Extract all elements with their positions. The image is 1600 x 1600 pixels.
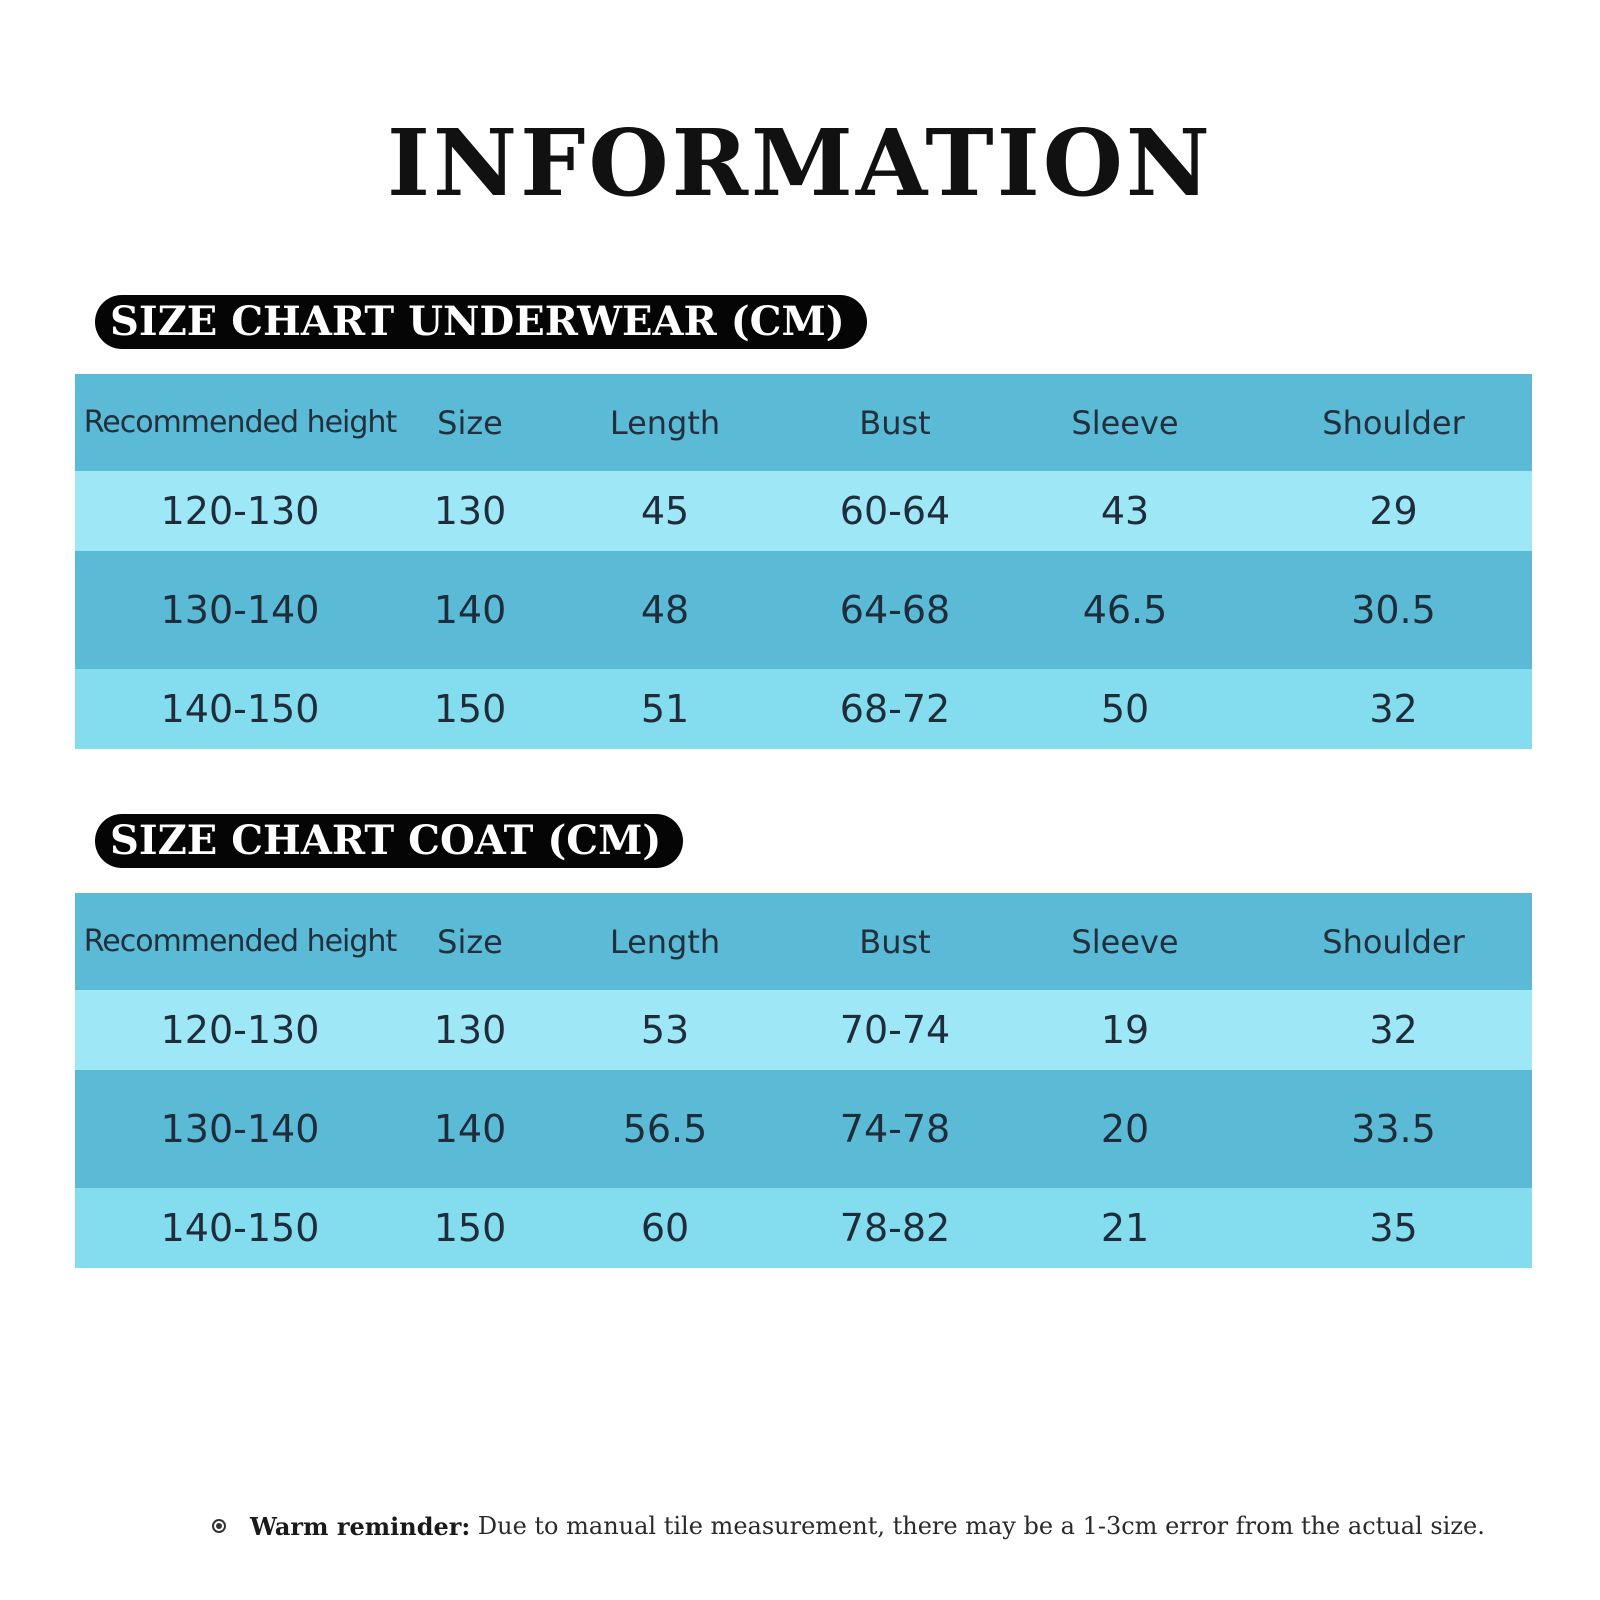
table-cell: 68-72 bbox=[795, 669, 995, 749]
table-cell: 50 bbox=[995, 669, 1255, 749]
table-cell: 64-68 bbox=[795, 551, 995, 669]
table-cell: 130 bbox=[405, 990, 535, 1070]
table-row bbox=[75, 1070, 1532, 1188]
table-cell: 32 bbox=[1255, 669, 1532, 749]
table-cell: 120-130 bbox=[75, 990, 405, 1070]
underwear-size-table bbox=[75, 374, 1532, 749]
column-header: Bust bbox=[795, 893, 995, 990]
column-header: Shoulder bbox=[1255, 374, 1532, 471]
table-cell: 120-130 bbox=[75, 471, 405, 551]
page-title: INFORMATION bbox=[387, 109, 1213, 217]
table-cell: 33.5 bbox=[1255, 1070, 1532, 1188]
table-header-row bbox=[75, 374, 1532, 471]
table-row bbox=[75, 669, 1532, 749]
table-header-row bbox=[75, 893, 1532, 990]
column-header: Length bbox=[535, 374, 795, 471]
table-cell: 46.5 bbox=[995, 551, 1255, 669]
table-cell: 140 bbox=[405, 1070, 535, 1188]
column-header: Shoulder bbox=[1255, 893, 1532, 990]
table-cell: 48 bbox=[535, 551, 795, 669]
table-cell: 45 bbox=[535, 471, 795, 551]
table-row bbox=[75, 990, 1532, 1070]
table-cell: 53 bbox=[535, 990, 795, 1070]
column-header: Bust bbox=[795, 374, 995, 471]
table-cell: 140-150 bbox=[75, 1188, 405, 1268]
column-header: Recommended height bbox=[75, 374, 405, 471]
table-cell: 150 bbox=[405, 1188, 535, 1268]
table-cell: 32 bbox=[1255, 990, 1532, 1070]
reminder-label: Warm reminder: bbox=[250, 1511, 471, 1541]
table-cell: 130 bbox=[405, 471, 535, 551]
underwear-chart-heading: SIZE CHART UNDERWEAR (CM) bbox=[95, 295, 867, 349]
table-row bbox=[75, 551, 1532, 669]
column-header: Size bbox=[405, 374, 535, 471]
table-cell: 78-82 bbox=[795, 1188, 995, 1268]
table-cell: 51 bbox=[535, 669, 795, 749]
table-cell: 20 bbox=[995, 1070, 1255, 1188]
coat-chart-heading: SIZE CHART COAT (CM) bbox=[95, 814, 683, 868]
table-cell: 19 bbox=[995, 990, 1255, 1070]
table-cell: 130-140 bbox=[75, 1070, 405, 1188]
table-cell: 60-64 bbox=[795, 471, 995, 551]
column-header: Size bbox=[405, 893, 535, 990]
coat-size-table bbox=[75, 893, 1532, 1268]
table-row bbox=[75, 471, 1532, 551]
column-header: Sleeve bbox=[995, 893, 1255, 990]
table-cell: 56.5 bbox=[535, 1070, 795, 1188]
table-cell: 60 bbox=[535, 1188, 795, 1268]
column-header: Recommended height bbox=[75, 893, 405, 990]
table-cell: 29 bbox=[1255, 471, 1532, 551]
table-row bbox=[75, 1188, 1532, 1268]
warm-reminder-note bbox=[212, 1506, 1485, 1546]
table-cell: 35 bbox=[1255, 1188, 1532, 1268]
table-cell: 74-78 bbox=[795, 1070, 995, 1188]
table-cell: 150 bbox=[405, 669, 535, 749]
column-header: Length bbox=[535, 893, 795, 990]
table-cell: 70-74 bbox=[795, 990, 995, 1070]
table-cell: 30.5 bbox=[1255, 551, 1532, 669]
column-header: Sleeve bbox=[995, 374, 1255, 471]
reminder-text: Due to manual tile measurement, there may be a 1-3cm error from the actual size. bbox=[470, 1512, 1485, 1540]
table-cell: 43 bbox=[995, 471, 1255, 551]
table-cell: 130-140 bbox=[75, 551, 405, 669]
table-cell: 21 bbox=[995, 1188, 1255, 1268]
table-cell: 140 bbox=[405, 551, 535, 669]
radio-bullet-icon bbox=[212, 1519, 226, 1533]
table-cell: 140-150 bbox=[75, 669, 405, 749]
